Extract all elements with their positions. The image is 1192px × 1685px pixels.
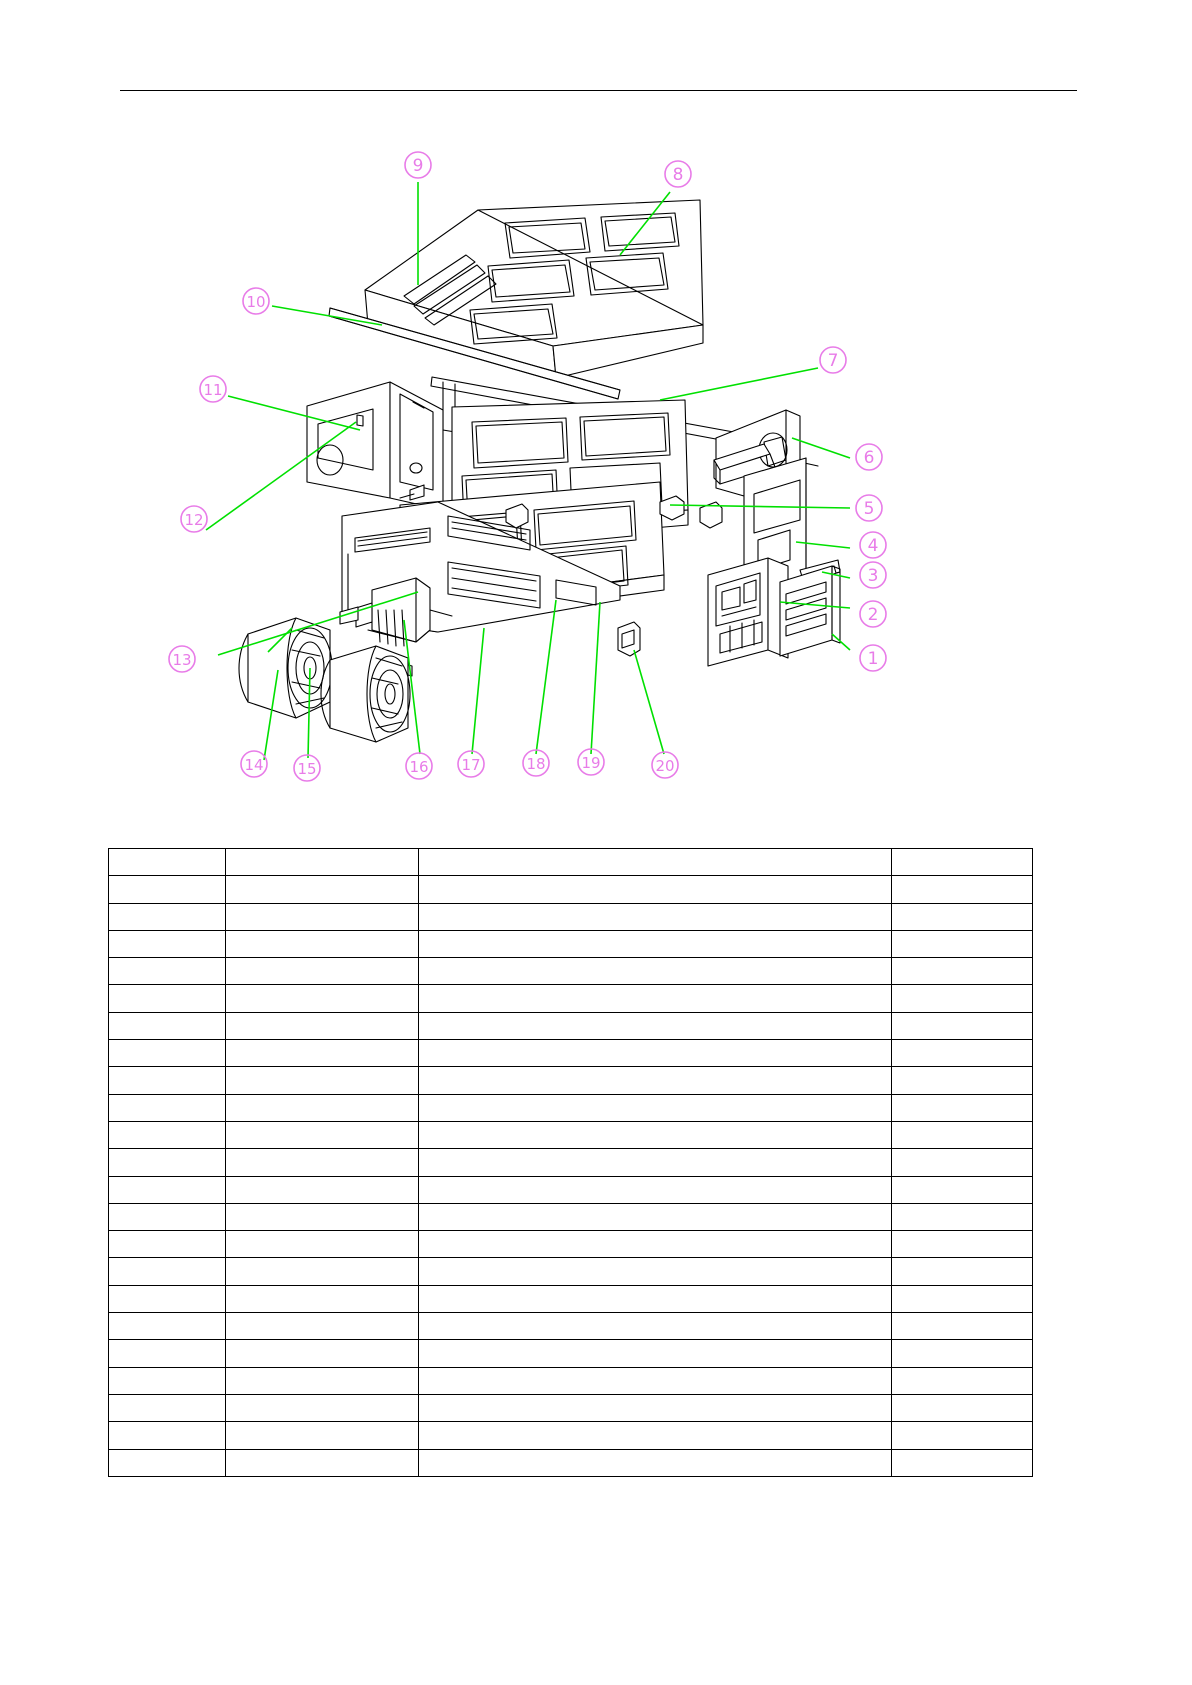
table-row: [109, 1367, 1033, 1394]
cell-code: [226, 1422, 419, 1449]
part-top-panel: [365, 200, 703, 378]
cell-qty: [892, 1040, 1033, 1067]
table-row: [109, 1012, 1033, 1039]
svg-text:16: 16: [409, 758, 429, 776]
cell-code: [226, 903, 419, 930]
table-row: [109, 903, 1033, 930]
cell-code: [226, 1094, 419, 1121]
svg-text:3: 3: [867, 566, 879, 586]
table-row: [109, 1121, 1033, 1148]
cell-qty: [892, 903, 1033, 930]
table-row: [109, 876, 1033, 903]
cell-qty: [892, 1067, 1033, 1094]
cell-desc: [419, 1258, 892, 1285]
svg-text:5: 5: [863, 499, 875, 519]
cell-code: [226, 958, 419, 985]
cell-qty: [892, 1176, 1033, 1203]
cell-desc: [419, 1367, 892, 1394]
callout-2: [860, 601, 886, 627]
cell-no: [109, 1285, 226, 1312]
cell-no: [109, 1422, 226, 1449]
callout-1: [860, 645, 886, 671]
cell-code: [226, 1067, 419, 1094]
cell-no: [109, 985, 226, 1012]
cell-no: [109, 1367, 226, 1394]
cell-qty: [892, 1313, 1033, 1340]
part-electrical-box: [708, 558, 788, 666]
cell-code: [226, 1012, 419, 1039]
table-row: [109, 1340, 1033, 1367]
cell-no: [109, 1340, 226, 1367]
cell-qty: [892, 1121, 1033, 1148]
table-row: [109, 1449, 1033, 1476]
callout-9: [405, 152, 431, 178]
cell-desc: [419, 958, 892, 985]
cell-qty: [892, 1203, 1033, 1230]
table-row: [109, 1040, 1033, 1067]
cell-no: [109, 1067, 226, 1094]
cell-code: [226, 1121, 419, 1148]
header-rule: [120, 90, 1077, 91]
cell-no: [109, 1094, 226, 1121]
table-row: [109, 985, 1033, 1012]
part-sensor-bracket: [618, 622, 640, 656]
cell-no: [109, 1149, 226, 1176]
table-row: [109, 1285, 1033, 1312]
table-row: [109, 1067, 1033, 1094]
cell-code: [226, 849, 419, 876]
cell-code: [226, 1149, 419, 1176]
callout-16: [406, 753, 432, 779]
callout-15: [294, 755, 320, 781]
cell-code: [226, 876, 419, 903]
table-row: [109, 1203, 1033, 1230]
cell-code: [226, 1449, 419, 1476]
table-row: [109, 1231, 1033, 1258]
svg-text:12: 12: [184, 511, 204, 529]
cell-qty: [892, 1449, 1033, 1476]
cell-qty: [892, 1149, 1033, 1176]
cell-desc: [419, 1313, 892, 1340]
callout-17: [458, 751, 484, 777]
cell-desc: [419, 876, 892, 903]
callout-12: [181, 506, 207, 532]
cell-code: [226, 1313, 419, 1340]
cell-no: [109, 849, 226, 876]
svg-text:11: 11: [203, 381, 223, 399]
callout-3: [860, 562, 886, 588]
cell-qty: [892, 1258, 1033, 1285]
cell-desc: [419, 1340, 892, 1367]
cell-desc: [419, 903, 892, 930]
cell-qty: [892, 876, 1033, 903]
cell-qty: [892, 1285, 1033, 1312]
cell-desc: [419, 1121, 892, 1148]
callout-10: [243, 288, 269, 314]
svg-text:13: 13: [172, 651, 192, 669]
callout-6: [856, 444, 882, 470]
cell-code: [226, 1231, 419, 1258]
exploded-view-diagram: [0, 110, 1192, 810]
svg-text:17: 17: [461, 756, 481, 774]
svg-text:15: 15: [297, 760, 317, 778]
cell-desc: [419, 849, 892, 876]
svg-text:4: 4: [867, 536, 879, 556]
cell-code: [226, 1285, 419, 1312]
cell-no: [109, 1258, 226, 1285]
cell-no: [109, 930, 226, 957]
svg-text:1: 1: [867, 649, 879, 669]
svg-text:6: 6: [863, 448, 875, 468]
cell-qty: [892, 849, 1033, 876]
callout-13: [169, 646, 195, 672]
parts-table: [108, 848, 1033, 1477]
cell-desc: [419, 1040, 892, 1067]
cell-desc: [419, 930, 892, 957]
cell-qty: [892, 930, 1033, 957]
cell-desc: [419, 1067, 892, 1094]
table-row: [109, 849, 1033, 876]
cell-qty: [892, 958, 1033, 985]
cell-code: [226, 930, 419, 957]
cell-code: [226, 1340, 419, 1367]
cell-code: [226, 1203, 419, 1230]
cell-no: [109, 1449, 226, 1476]
table-row: [109, 1422, 1033, 1449]
cell-code: [226, 1040, 419, 1067]
cell-no: [109, 1176, 226, 1203]
cell-qty: [892, 1340, 1033, 1367]
cell-no: [109, 876, 226, 903]
cell-desc: [419, 1012, 892, 1039]
callout-20: [652, 752, 678, 778]
cell-desc: [419, 1285, 892, 1312]
callout-4: [860, 532, 886, 558]
part-blower-fan-right: [321, 646, 410, 742]
callout-7: [820, 347, 846, 373]
table-row: [109, 1394, 1033, 1421]
svg-text:2: 2: [867, 605, 879, 625]
callout-11: [200, 376, 226, 402]
table-row: [109, 1094, 1033, 1121]
svg-text:14: 14: [244, 756, 264, 774]
cell-code: [226, 985, 419, 1012]
svg-text:9: 9: [412, 156, 424, 176]
part-control-cover: [780, 566, 840, 656]
cell-code: [226, 1258, 419, 1285]
table-row: [109, 1176, 1033, 1203]
cell-desc: [419, 1203, 892, 1230]
cell-desc: [419, 985, 892, 1012]
svg-text:10: 10: [246, 293, 266, 311]
cell-desc: [419, 1094, 892, 1121]
cell-desc: [419, 1449, 892, 1476]
cell-no: [109, 1040, 226, 1067]
table-row: [109, 958, 1033, 985]
table-row: [109, 930, 1033, 957]
svg-text:18: 18: [526, 755, 546, 773]
cell-qty: [892, 985, 1033, 1012]
cell-code: [226, 1367, 419, 1394]
cell-qty: [892, 1394, 1033, 1421]
table-row: [109, 1258, 1033, 1285]
cell-qty: [892, 1012, 1033, 1039]
cell-no: [109, 1313, 226, 1340]
parts-table-body: [109, 849, 1033, 1477]
callout-8: [665, 161, 691, 187]
cell-desc: [419, 1176, 892, 1203]
cell-qty: [892, 1094, 1033, 1121]
svg-text:7: 7: [827, 351, 839, 371]
svg-text:20: 20: [655, 757, 675, 775]
cell-code: [226, 1176, 419, 1203]
cell-desc: [419, 1231, 892, 1258]
cell-no: [109, 1394, 226, 1421]
cell-no: [109, 903, 226, 930]
callout-5: [856, 495, 882, 521]
cell-no: [109, 1012, 226, 1039]
table-row: [109, 1313, 1033, 1340]
cell-no: [109, 1231, 226, 1258]
cell-qty: [892, 1367, 1033, 1394]
cell-desc: [419, 1394, 892, 1421]
table-row: [109, 1149, 1033, 1176]
cell-desc: [419, 1422, 892, 1449]
svg-text:8: 8: [672, 165, 684, 185]
cell-no: [109, 1121, 226, 1148]
cell-qty: [892, 1422, 1033, 1449]
cell-code: [226, 1394, 419, 1421]
callout-14: [241, 751, 267, 777]
cell-qty: [892, 1231, 1033, 1258]
cell-desc: [419, 1149, 892, 1176]
cell-no: [109, 958, 226, 985]
svg-text:19: 19: [581, 754, 601, 772]
cell-no: [109, 1203, 226, 1230]
